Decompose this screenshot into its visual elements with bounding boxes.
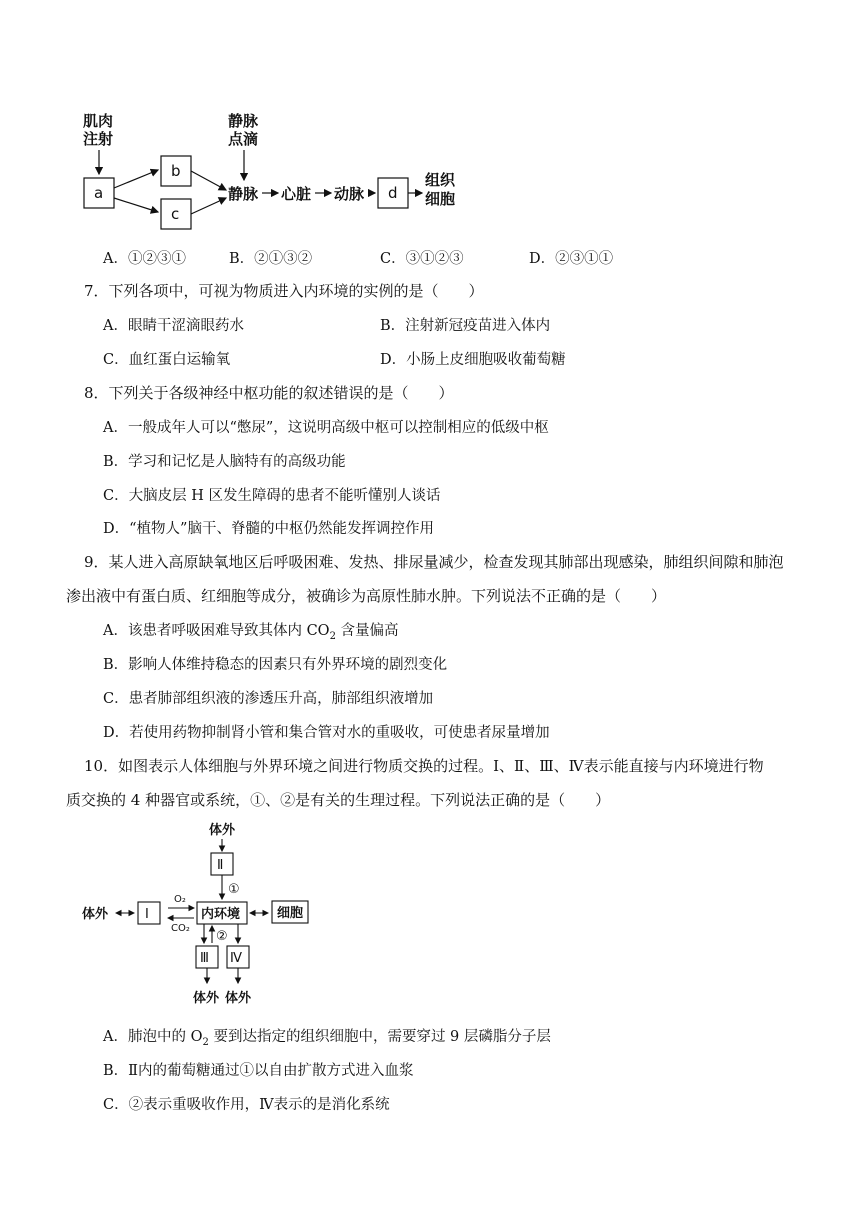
q10-option-a-sub: 2 xyxy=(202,1036,209,1048)
box-I-label: Ⅰ xyxy=(145,907,149,922)
box-c-label: c xyxy=(171,205,180,223)
q8-stem: 8．下列关于各级神经中枢功能的叙述错误的是（ ） xyxy=(84,384,454,402)
artery-label: 动脉 xyxy=(334,185,365,203)
q10-option-a-pre: A．肺泡中的 O xyxy=(103,1029,203,1045)
box-III-label: Ⅲ xyxy=(200,951,209,966)
q8-option-b: B．学习和记忆是人脑特有的高级功能 xyxy=(103,454,346,470)
outside-bottom-label-1: 体外 xyxy=(193,991,220,1006)
a-to-b-arrow xyxy=(114,170,158,188)
q8-option-c: C．大脑皮层 H 区发生障碍的患者不能听懂别人谈话 xyxy=(103,488,441,504)
iv-label-line2: 点滴 xyxy=(228,130,259,148)
c-to-vein-arrow xyxy=(191,198,226,214)
inner-environment-label: 内环境 xyxy=(201,907,241,922)
iv-label-line1: 静脉 xyxy=(228,112,259,130)
a-to-c-arrow xyxy=(114,198,158,212)
q10-option-a xyxy=(103,1025,551,1048)
box-II-label: Ⅱ xyxy=(217,858,224,873)
injection-pathway-diagram xyxy=(70,100,490,240)
tissue-label-line1: 组织 xyxy=(425,171,456,189)
q9-stem-line1: 9．某人进入高原缺氧地区后呼吸困难、发热、排尿量减少，检查发现其肺部出现感染，肺组织间隙和肺泡 xyxy=(84,553,784,571)
q8-option-d: D．“植物人”脑干、脊髓的中枢仍然能发挥调控作用 xyxy=(103,521,434,537)
q9-option-a-post: 含量偏高 xyxy=(335,623,399,639)
box-d-label: d xyxy=(388,184,398,202)
q9-option-c: C．患者肺部组织液的渗透压升高，肺部组织液增加 xyxy=(103,691,434,707)
q9-option-b: B．影响人体维持稳态的因素只有外界环境的剧烈变化 xyxy=(103,657,448,673)
q7-option-b: B．注射新冠疫苗进入体内 xyxy=(380,318,551,334)
b-to-vein-arrow xyxy=(191,171,226,190)
q8-option-a: A．一般成年人可以“憋尿”，这说明高级中枢可以控制相应的低级中枢 xyxy=(103,420,549,436)
cell-label: 细胞 xyxy=(277,906,304,921)
box-I xyxy=(138,902,160,924)
box-IV-label: Ⅳ xyxy=(230,951,242,966)
q7-option-a: A．眼睛干涩滴眼药水 xyxy=(103,318,244,334)
co2-label: CO₂ xyxy=(171,923,190,934)
q9-option-a xyxy=(103,619,399,642)
q9-option-d: D．若使用药物抑制肾小管和集合管对水的重吸收，可使患者尿量增加 xyxy=(103,725,550,741)
q7-option-c: C．血红蛋白运输氧 xyxy=(103,352,231,368)
q9-stem-line2: 渗出液中有蛋白质、红细胞等成分，被确诊为高原性肺水肿。下列说法不正确的是（ ） xyxy=(66,587,667,605)
q10-option-c: C．②表示重吸收作用，Ⅳ表示的是消化系统 xyxy=(103,1097,390,1113)
q10-option-b: B．Ⅱ内的葡萄糖通过①以自由扩散方式进入血浆 xyxy=(103,1063,414,1079)
outside-left-label: 体外 xyxy=(82,907,109,922)
process-1-label: ① xyxy=(228,882,240,897)
q9-option-a-pre: A．该患者呼吸困难导致其体内 CO xyxy=(103,623,330,639)
im-label-line2: 注射 xyxy=(83,130,114,148)
q10-stem-line2: 质交换的 4 种器官或系统，①、②是有关的生理过程。下列说法正确的是（ ） xyxy=(66,791,611,809)
q10-stem-line1: 10．如图表示人体细胞与外界环境之间进行物质交换的过程。Ⅰ、Ⅱ、Ⅲ、Ⅳ表示能直接与内环境进行物 xyxy=(84,757,764,775)
outside-top-label: 体外 xyxy=(209,823,236,838)
heart-label: 心脏 xyxy=(281,185,312,203)
q9-option-a-sub: 2 xyxy=(329,630,336,642)
q7-option-d: D．小肠上皮细胞吸收葡萄糖 xyxy=(380,352,566,368)
tissue-label-line2: 细胞 xyxy=(425,190,456,208)
outside-bottom-label-2: 体外 xyxy=(225,991,252,1006)
q10-option-a-post: 要到达指定的组织细胞中，需要穿过 9 层磷脂分子层 xyxy=(208,1029,551,1045)
im-label-line1: 肌肉 xyxy=(83,112,114,130)
q6-option-c: C．③①②③ xyxy=(380,251,464,267)
q6-option-a: A．①②③① xyxy=(103,251,186,267)
box-a-label: a xyxy=(94,184,104,202)
box-b-label: b xyxy=(171,162,181,180)
process-2-label: ② xyxy=(216,929,228,944)
q6-option-d: D．②③①① xyxy=(529,251,614,267)
q6-option-b: B．②①③② xyxy=(229,251,313,267)
q7-stem: 7．下列各项中，可视为物质进入内环境的实例的是（ ） xyxy=(84,282,484,300)
vein-label: 静脉 xyxy=(228,185,259,203)
internal-environment-diagram xyxy=(76,815,326,1010)
o2-label: O₂ xyxy=(174,894,186,905)
